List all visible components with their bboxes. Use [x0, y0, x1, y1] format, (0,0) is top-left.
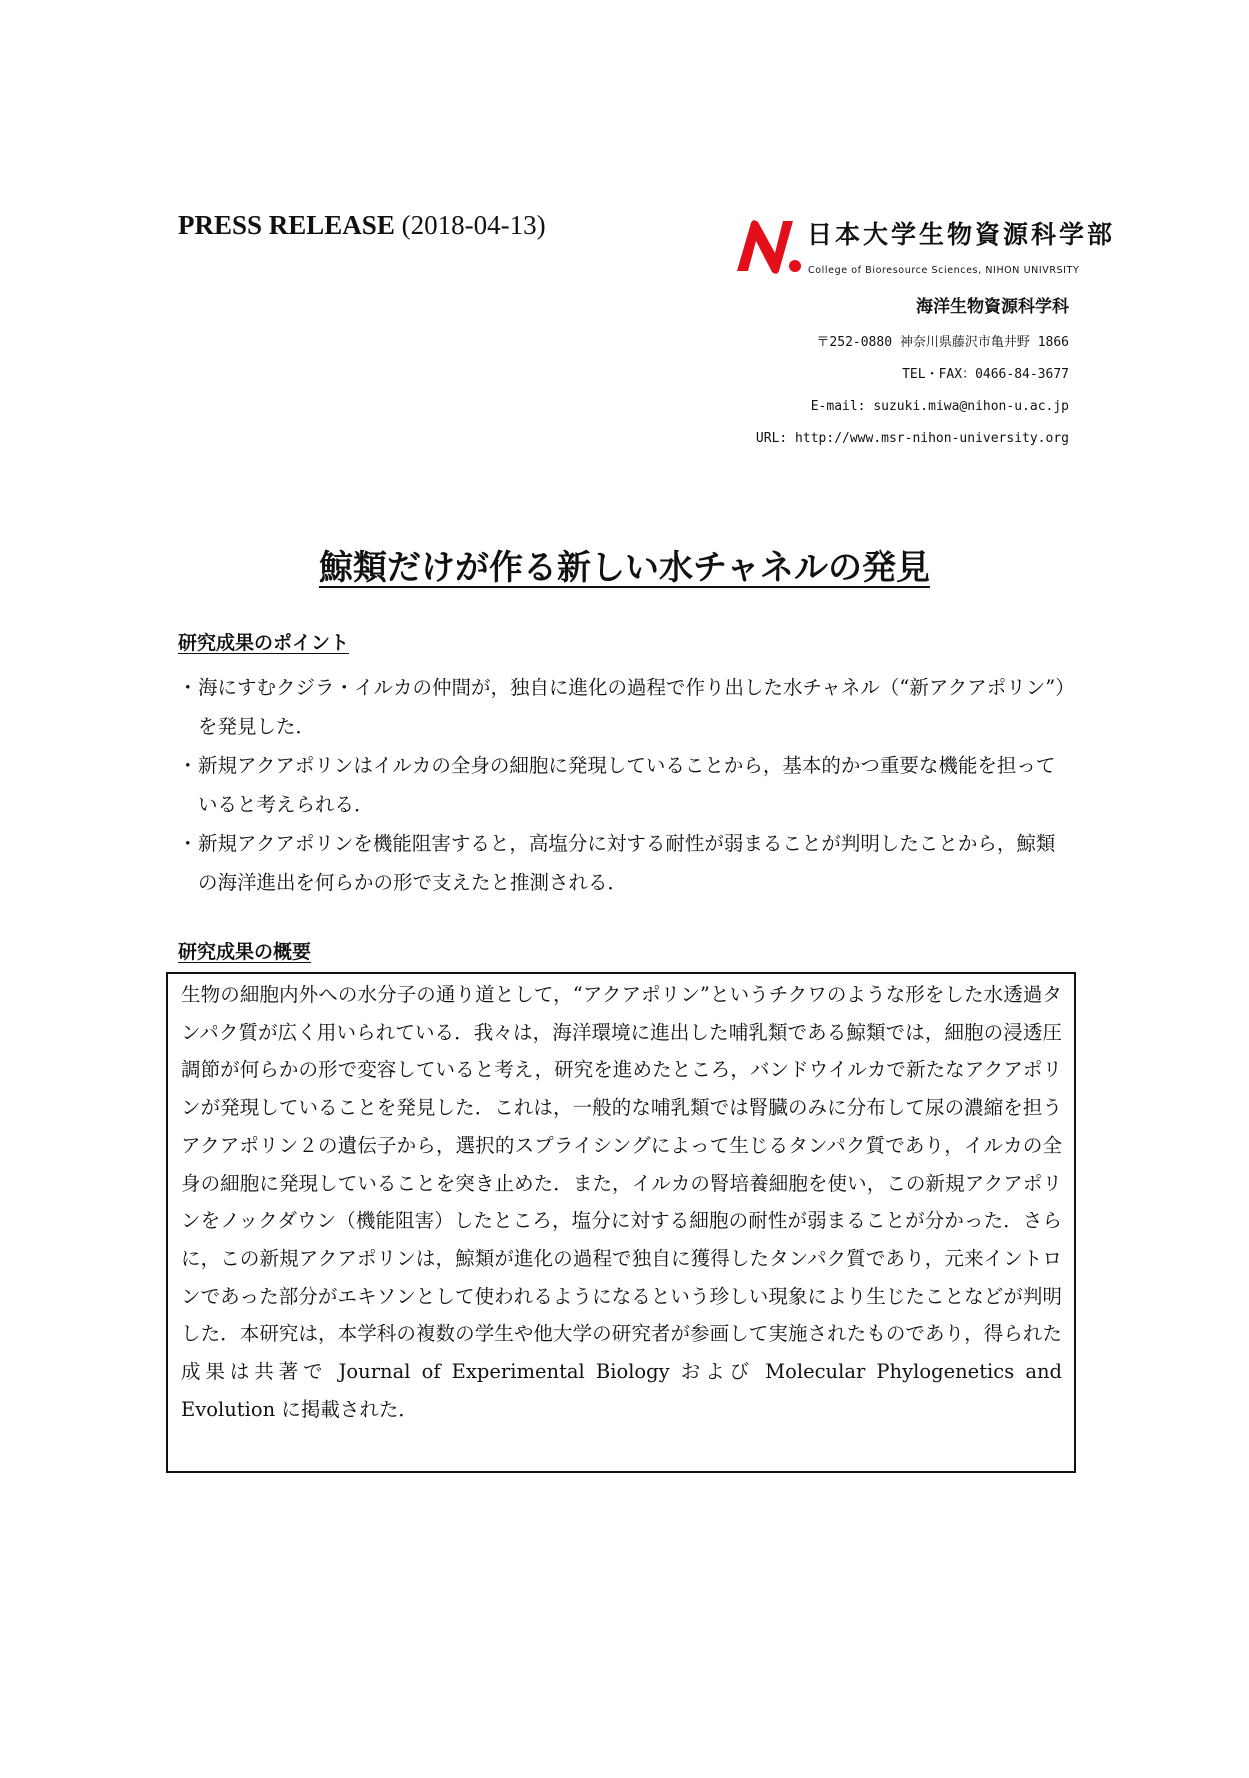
department-name: 海洋生物資源科学科 [916, 297, 1069, 317]
summary-box [166, 972, 1076, 1473]
point-text: 新規アクアポリンはイルカの全身の細胞に発現していることから，基本的かつ重要な機能を担っていると考えられる． [198, 754, 1056, 816]
university-name-en: College of Bioresource Sciences, NIHON UNIVRSITY [808, 265, 1080, 276]
contact-email: E-mail: suzuki.miwa@nihon-u.ac.jp [810, 399, 1069, 414]
university-logo [735, 213, 1125, 283]
document-title [0, 540, 1249, 589]
press-release-line [178, 210, 546, 241]
press-release-label: PRESS RELEASE [178, 210, 395, 240]
contact-url: URL: http://www.msr-nihon-university.org [755, 431, 1069, 446]
summary-text: 生物の細胞内外への水分子の通り道として，“アクアポリン”というチクワのような形をした水透過タンパク質が広く用いられている．我々は，海洋環境に進出した哺乳類である鯨類では，細胞の浸透圧調節が何らかの形で変容していると考え，研究を進めたところ，バンドウイルカで新たなアクアポリンが発現していることを発見した．これは，一般的な哺乳類では腎臓のみに分布して尿の濃縮を担うアクアポリン２の遺伝子から，選択的スプライシングによって生じるタンパク質であり，イルカの全身の細胞に発現していることを突き止めた．また，イルカの腎培養細胞を使い，この新規アクアポリンをノックダウン（機能阻害）したところ，塩分に対する細胞の耐性が弱まることが分かった．さらに，この新規アクアポリンは，鯨類が進化の過程で独自に獲得したタンパク質であり，元来イントロンであった部分がエキソンとして使われるようになるという珍しい現象により生じたことなどが判明した．本研究は，本学科の複数の学生や他大学の研究者が参画して実施されたものであり，得られた成果は共著で Journal of Experimental Biology および Molecular Phylogenetics and Evolution に掲載された． [181, 983, 1062, 1421]
points-heading: 研究成果のポイント [178, 632, 350, 654]
contact-block [756, 327, 1069, 455]
university-logo-mark-icon [735, 213, 805, 277]
bullet-icon: ・ [178, 676, 198, 699]
points-list [178, 668, 1070, 902]
bullet-icon: ・ [178, 754, 198, 777]
summary-heading: 研究成果の概要 [178, 941, 312, 963]
bullet-icon: ・ [178, 832, 198, 855]
list-item [178, 746, 1070, 824]
list-item [178, 824, 1070, 902]
university-name-ja: 日本大学生物資源科学部 [807, 220, 1116, 249]
list-item [178, 668, 1070, 746]
press-release-date: (2018-04-13) [401, 210, 546, 240]
point-text: 新規アクアポリンを機能阻害すると，高塩分に対する耐性が弱まることが判明したことから，鯨類の海洋進出を何らかの形で支えたと推測される． [198, 832, 1056, 894]
contact-tel-fax: TEL・FAX：0466-84-3677 [902, 367, 1069, 382]
contact-address: 〒252-0880 神奈川県藤沢市亀井野 1866 [816, 335, 1069, 350]
document-title-text: 鯨類だけが作る新しい水チャネルの発見 [319, 548, 930, 588]
point-text: 海にすむクジラ・イルカの仲間が，独自に進化の過程で作り出した水チャネル（“新アクアポリン”）を発見した． [198, 676, 1066, 738]
